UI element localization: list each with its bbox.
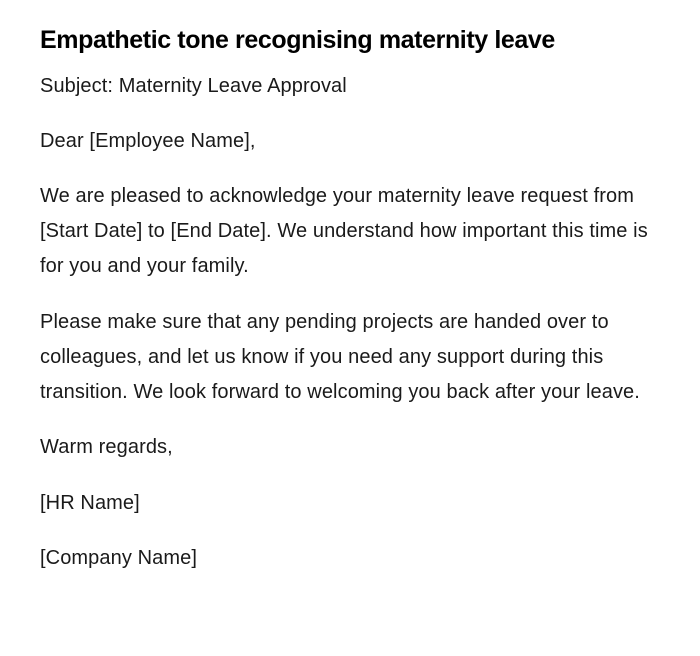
- document-title: Empathetic tone recognising maternity leave: [40, 26, 555, 54]
- letter-closing: Warm regards,: [40, 436, 173, 458]
- letter-document: [40, 22, 660, 576]
- signature-name: [HR Name]: [40, 492, 140, 514]
- signature-company: [Company Name]: [40, 547, 198, 569]
- letter-subject: Subject: Maternity Leave Approval: [40, 75, 347, 97]
- letter-paragraph-1: We are pleased to acknowledge your maternity leave request from [Start Date] to [End Date]. We understand how important this time is for you and your family.: [40, 185, 648, 277]
- letter-salutation: Dear [Employee Name],: [40, 130, 256, 152]
- letter-paragraph-2: Please make sure that any pending projects are handed over to colleagues, and let us know if you need any support during this transition. We look forward to welcoming you back after your leave.: [40, 311, 640, 403]
